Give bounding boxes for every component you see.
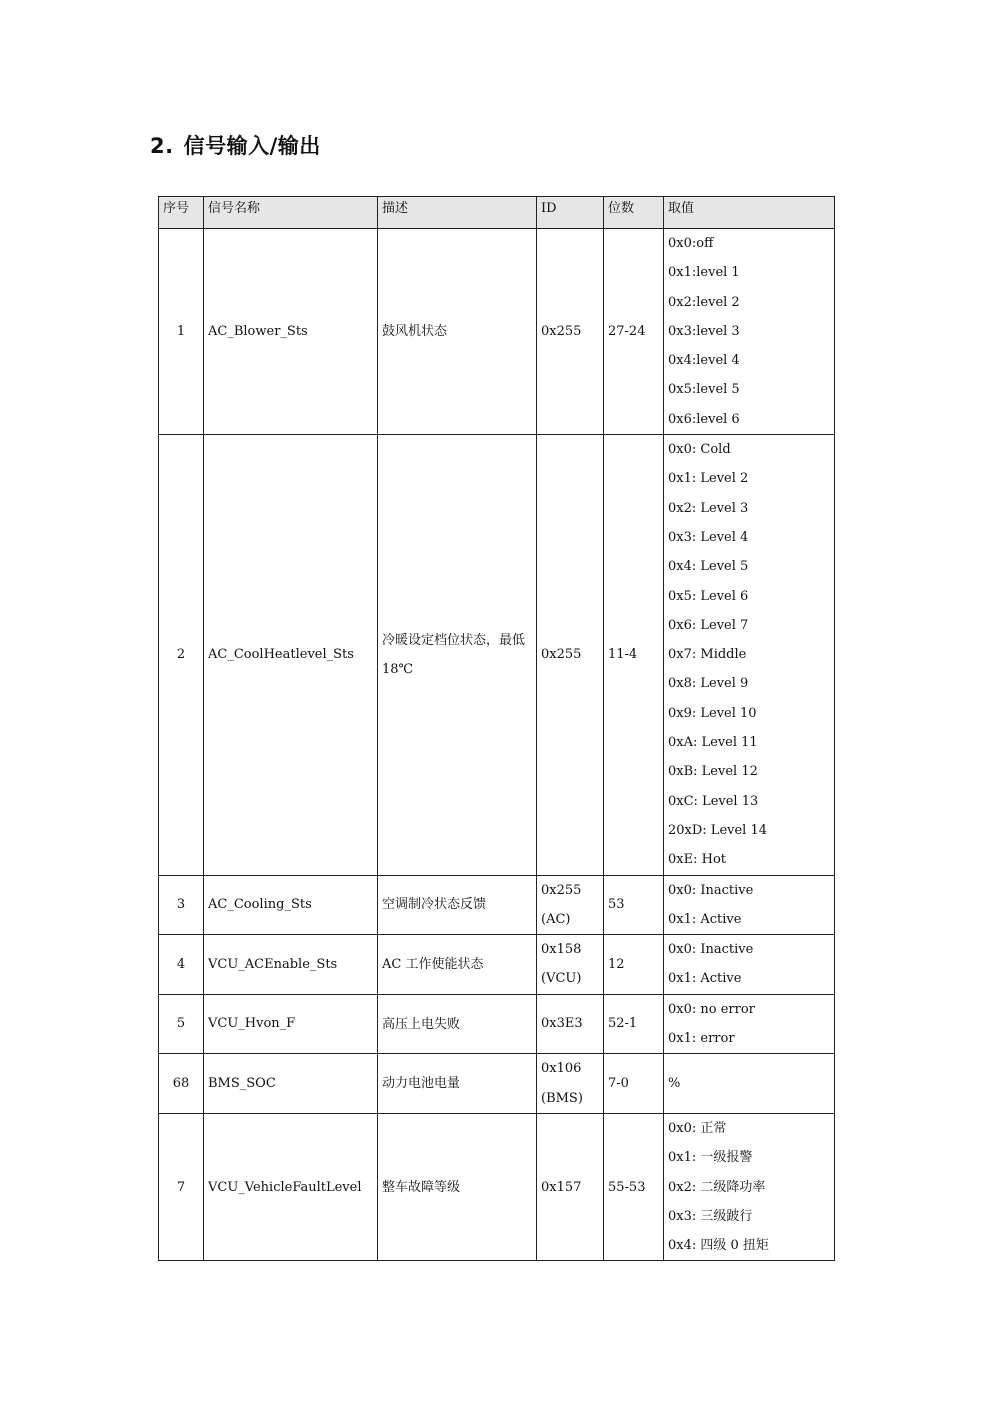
value-list: [668, 995, 830, 1054]
signal-name: AC_Cooling_Sts: [204, 875, 378, 935]
row-index: 1: [159, 229, 204, 435]
signal-bits: 12: [604, 935, 664, 995]
signal-bits: 7-0: [604, 1054, 664, 1114]
table-row: [159, 875, 835, 935]
signal-id: 0x255: [537, 229, 604, 435]
signal-description: 动力电池电量: [378, 1054, 537, 1114]
value-item: 0x1: Active: [668, 911, 742, 927]
table-row: [159, 435, 835, 875]
signal-table: [158, 196, 835, 1261]
signal-description: 鼓风机状态: [378, 229, 537, 435]
header-values: 取值: [664, 197, 835, 229]
signal-description: 空调制冷状态反馈: [378, 875, 537, 935]
signal-values: [664, 1054, 835, 1114]
signal-values: [664, 435, 835, 875]
header-index: 序号: [159, 197, 204, 229]
signal-values: [664, 994, 835, 1054]
signal-name: AC_Blower_Sts: [204, 229, 378, 435]
header-id: ID: [537, 197, 604, 229]
value-item: 0x0: no error: [668, 1001, 755, 1017]
row-index: 68: [159, 1054, 204, 1114]
signal-name: BMS_SOC: [204, 1054, 378, 1114]
signal-id: 0x255 (AC): [537, 875, 604, 935]
value-item: 0x1: error: [668, 1031, 735, 1047]
row-index: 5: [159, 994, 204, 1054]
value-item: 20xD: Level 14: [668, 822, 768, 838]
value-item: 0x4:level 4: [668, 353, 740, 369]
value-item: 0x1:level 1: [668, 265, 740, 281]
value-item: 0x2:level 2: [668, 294, 740, 310]
signal-bits: 27-24: [604, 229, 664, 435]
table-row: [159, 1054, 835, 1114]
value-item: 0x3: 三级跛行: [668, 1208, 753, 1224]
row-index: 4: [159, 935, 204, 995]
signal-name: VCU_VehicleFaultLevel: [204, 1113, 378, 1260]
signal-name: VCU_ACEnable_Sts: [204, 935, 378, 995]
table-header-row: [159, 197, 835, 229]
signal-bits: 52-1: [604, 994, 664, 1054]
signal-id: 0x157: [537, 1113, 604, 1260]
signal-id: 0x106 (BMS): [537, 1054, 604, 1114]
signal-values: [664, 875, 835, 935]
value-item: %: [668, 1075, 681, 1091]
signal-id: 0x255: [537, 435, 604, 875]
signal-description: 冷暖设定档位状态，最低 18℃: [378, 435, 537, 875]
value-item: 0x1: Level 2: [668, 471, 749, 487]
header-description: 描述: [378, 197, 537, 229]
value-item: 0x2: Level 3: [668, 500, 749, 516]
signal-bits: 11-4: [604, 435, 664, 875]
value-item: 0xC: Level 13: [668, 793, 759, 809]
value-item: 0x0:off: [668, 236, 714, 251]
value-item: 0x0: Inactive: [668, 942, 754, 958]
value-item: 0x5: Level 6: [668, 588, 749, 604]
value-list: [668, 1114, 830, 1260]
value-item: 0x3: Level 4: [668, 529, 749, 545]
value-item: 0x0: Inactive: [668, 882, 754, 898]
table-row: [159, 1113, 835, 1260]
signal-name: AC_CoolHeatlevel_Sts: [204, 435, 378, 875]
signal-values: [664, 1113, 835, 1260]
value-list: [668, 435, 830, 874]
value-item: 0x9: Level 10: [668, 705, 757, 721]
table-row: [159, 229, 835, 435]
value-item: 0xA: Level 11: [668, 735, 758, 751]
signal-bits: 53: [604, 875, 664, 935]
value-item: 0x1: Active: [668, 971, 742, 987]
value-item: 0x6: Level 7: [668, 617, 749, 633]
section-number: 2.: [150, 134, 174, 158]
row-index: 7: [159, 1113, 204, 1260]
header-signal-name: 信号名称: [204, 197, 378, 229]
row-index: 3: [159, 875, 204, 935]
signal-description: AC 工作使能状态: [378, 935, 537, 995]
value-item: 0x0: 正常: [668, 1120, 727, 1136]
signal-values: [664, 229, 835, 435]
value-item: 0xE: Hot: [668, 852, 726, 868]
value-item: 0x4: 四级 0 扭矩: [668, 1238, 769, 1254]
value-item: 0x7: Middle: [668, 647, 747, 663]
value-list: [668, 1069, 830, 1098]
value-item: 0x4: Level 5: [668, 559, 749, 575]
header-bits: 位数: [604, 197, 664, 229]
value-item: 0x3:level 3: [668, 323, 740, 339]
signal-bits: 55-53: [604, 1113, 664, 1260]
value-item: 0x0: Cold: [668, 442, 731, 458]
signal-description: 整车故障等级: [378, 1113, 537, 1260]
signal-id: 0x3E3: [537, 994, 604, 1054]
value-list: [668, 876, 830, 935]
signal-description: 高压上电失败: [378, 994, 537, 1054]
table-row: [159, 994, 835, 1054]
value-list: [668, 229, 830, 434]
value-list: [668, 935, 830, 994]
value-item: 0x6:level 6: [668, 411, 740, 427]
section-title: 信号输入/输出: [183, 134, 321, 158]
signal-name: VCU_Hvon_F: [204, 994, 378, 1054]
value-item: 0x1: 一级报警: [668, 1150, 753, 1166]
row-index: 2: [159, 435, 204, 875]
signal-values: [664, 935, 835, 995]
value-item: 0x8: Level 9: [668, 676, 749, 692]
value-item: 0x5:level 5: [668, 382, 740, 398]
value-item: 0xB: Level 12: [668, 764, 758, 780]
table-row: [159, 935, 835, 995]
value-item: 0x2: 二级降功率: [668, 1179, 766, 1195]
signal-id: 0x158 (VCU): [537, 935, 604, 995]
section-heading: [150, 130, 321, 162]
